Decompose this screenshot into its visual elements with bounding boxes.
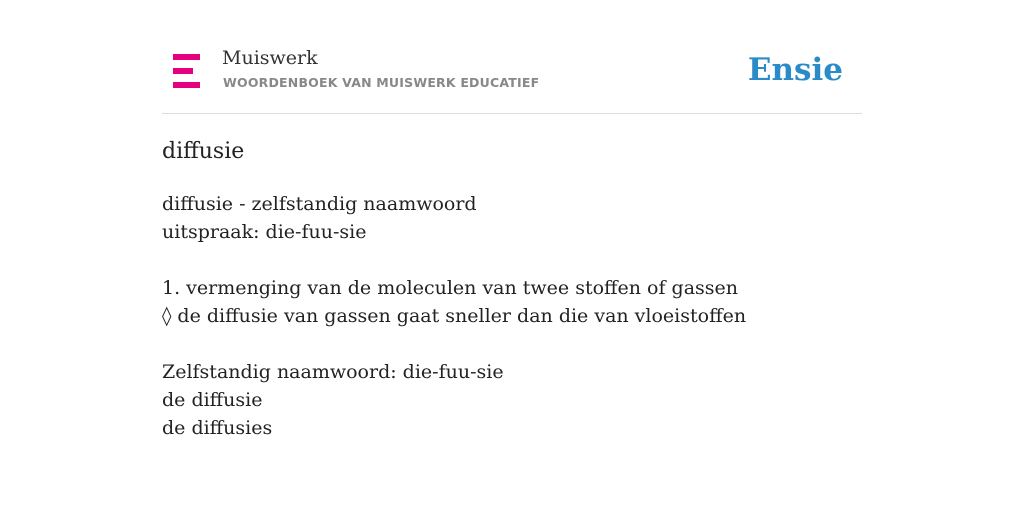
entry-title: diffusie [162, 139, 245, 164]
site-header [162, 0, 862, 114]
definition-example: ◊ de diffusie van gassen gaat sneller dan die van vloeistoffen [162, 305, 747, 327]
definition-line-part-of-speech: diffusie - zelfstandig naamwoord [162, 193, 477, 215]
brand-name[interactable]: Muiswerk [222, 47, 318, 69]
muiswerk-logo-icon[interactable] [173, 54, 200, 88]
ensie-logo[interactable]: Ensie [747, 52, 843, 88]
definition-spacer [162, 330, 862, 358]
definition-inflection-header: Zelfstandig naamwoord: die-fuu-sie [162, 361, 504, 383]
definition-body [162, 190, 862, 442]
definition-line-pronunciation: uitspraak: die-fuu-sie [162, 221, 367, 243]
definition-spacer [162, 246, 862, 274]
definition-plural: de diffusies [162, 417, 273, 439]
definition-singular: de diffusie [162, 389, 263, 411]
page-container [162, 0, 862, 439]
brand-subtitle: WOORDENBOEK VAN MUISWERK EDUCATIEF [223, 75, 540, 90]
definition-meaning: 1. vermenging van de moleculen van twee stoffen of gassen [162, 277, 739, 299]
